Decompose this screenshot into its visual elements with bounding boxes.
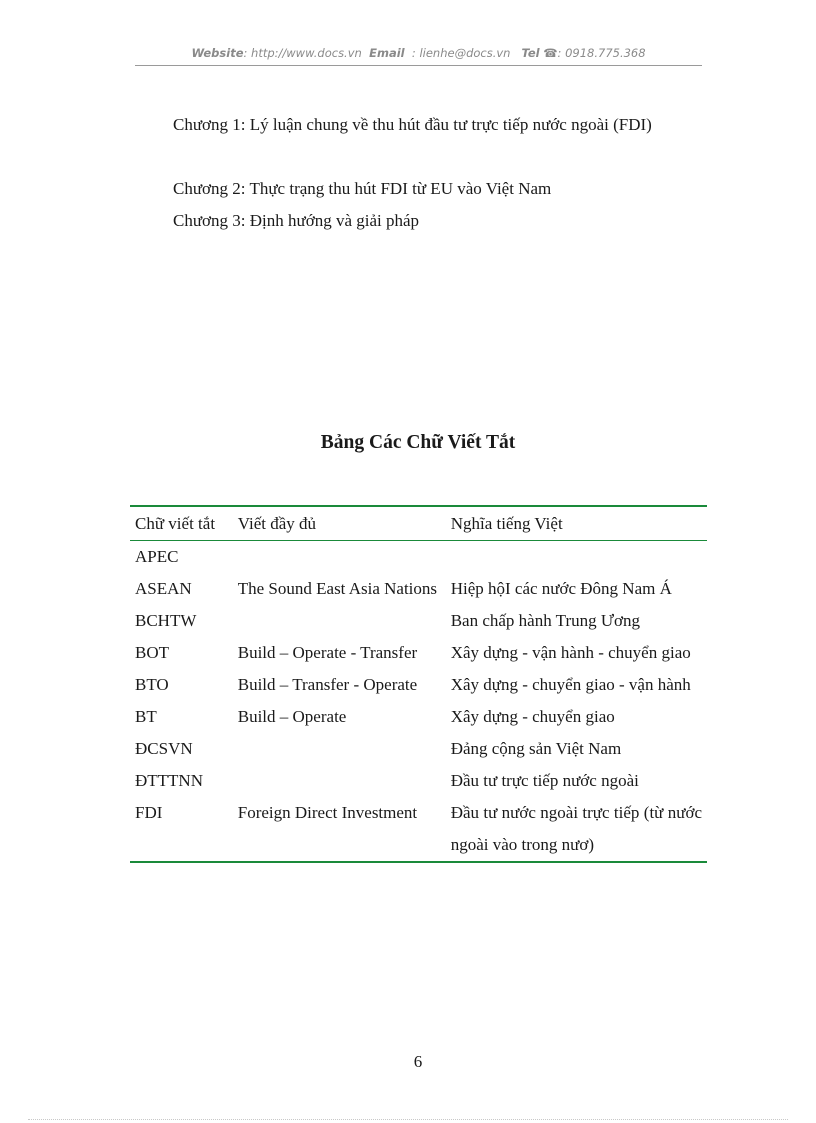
meaning-cell: Hiệp hộI các nước Đông Nam Á xyxy=(450,579,672,598)
meaning-cell: Xây dựng - chuyển giao - vận hành xyxy=(450,675,691,694)
table-row xyxy=(130,573,707,605)
meaning-cell: Đầu tư nước ngoài trực tiếp (từ nước ngoài vào trong nươ) xyxy=(446,797,707,862)
tel-label: Tel xyxy=(521,46,540,60)
table-row xyxy=(130,669,707,701)
abbreviation-table xyxy=(130,505,707,863)
meaning-cell: Đảng cộng sản Việt Nam xyxy=(450,739,622,758)
chapter-2-text: Chương 2: Thực trạng thu hút FDI từ EU vào Việt Nam xyxy=(173,179,552,198)
header-cell-abbr: Chữ viết tắt xyxy=(130,506,233,541)
table-row xyxy=(130,733,707,765)
chapter-2-paragraph xyxy=(135,173,700,205)
full-form-cell xyxy=(233,765,446,797)
meaning-cell xyxy=(446,541,707,574)
table-row xyxy=(130,701,707,733)
table-row xyxy=(130,605,707,637)
full-form-cell: The Sound East Asia Nations xyxy=(237,579,438,598)
table-row xyxy=(130,637,707,669)
full-form-cell xyxy=(233,541,446,574)
table-row xyxy=(130,765,707,797)
meaning-cell: Đầu tư trực tiếp nước ngoài xyxy=(450,771,639,790)
table-row xyxy=(130,797,707,862)
header-divider xyxy=(135,65,702,66)
email-label: Email xyxy=(369,46,405,60)
page-header xyxy=(135,46,702,60)
meaning-cell: Xây dựng - chuyển giao xyxy=(450,707,615,726)
full-form-cell: Build – Transfer - Operate xyxy=(237,675,418,694)
header-cell-meaning: Nghĩa tiếng Việt xyxy=(446,506,707,541)
tel-value: : 0918.775.368 xyxy=(557,46,646,60)
website-value[interactable]: : http://www.docs.vn xyxy=(243,46,362,60)
full-form-cell xyxy=(233,733,446,765)
abbr-cell: BTO xyxy=(135,675,169,694)
meaning-cell: Ban chấp hành Trung Ương xyxy=(450,611,641,630)
abbr-cell: APEC xyxy=(135,547,179,566)
full-form-cell: Build – Operate xyxy=(237,707,347,726)
abbr-cell: ĐCSVN xyxy=(135,739,193,758)
header-cell-full: Viết đầy đủ xyxy=(233,506,446,541)
full-form-cell xyxy=(233,605,446,637)
email-value[interactable]: : lienhe@docs.vn xyxy=(411,46,511,60)
website-label: Website xyxy=(191,46,244,60)
phone-icon: ☎ xyxy=(543,46,558,60)
abbr-cell: FDI xyxy=(130,797,233,862)
full-form-cell: Foreign Direct Investment xyxy=(233,797,446,862)
table-row xyxy=(130,541,707,574)
footer-divider xyxy=(28,1119,788,1120)
chapter-1-paragraph xyxy=(135,109,700,141)
abbr-cell: BCHTW xyxy=(135,611,197,630)
abbr-cell: ĐTTTNN xyxy=(135,771,203,790)
abbreviation-table-title: Bảng Các Chữ Viết Tắt xyxy=(320,432,516,453)
abbr-cell: BOT xyxy=(135,643,169,662)
abbr-cell: BT xyxy=(135,707,157,726)
meaning-cell: Xây dựng - vận hành - chuyển giao xyxy=(450,643,691,662)
chapter-1-text: Chương 1: Lý luận chung về thu hút đầu tư trực tiếp nước ngoài (FDI) xyxy=(173,115,652,134)
table-header-row xyxy=(130,506,707,541)
page-number: 6 xyxy=(413,1052,423,1071)
full-form-cell: Build – Operate - Transfer xyxy=(237,643,418,662)
abbr-cell: ASEAN xyxy=(135,579,192,598)
chapter-3-text: Chương 3: Định hướng và giải pháp xyxy=(173,211,420,230)
chapter-3-paragraph xyxy=(135,205,700,237)
